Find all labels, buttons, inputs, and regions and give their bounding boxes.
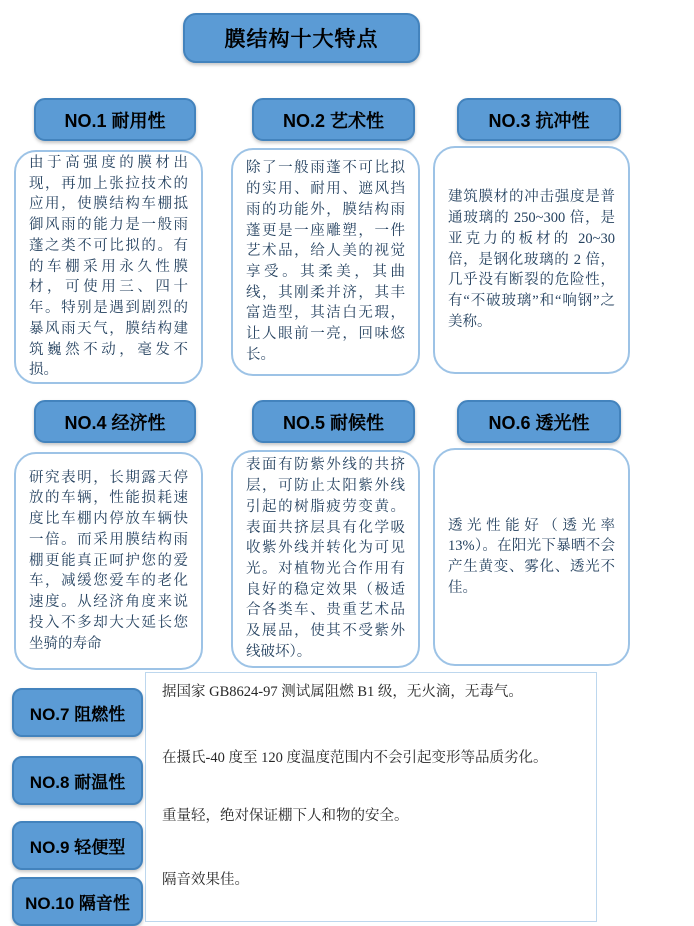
feature-header-4: NO.4 经济性 xyxy=(34,400,196,443)
list-label-7: NO.7 阻燃性 xyxy=(12,688,143,737)
list-label-10: NO.10 隔音性 xyxy=(12,877,143,926)
feature-header-3: NO.3 抗冲性 xyxy=(457,98,621,141)
feature-text-4: 研究表明，长期露天停放的车辆，性能损耗速度比车棚内停放车辆快一倍。而采用膜结构雨棚更能真正呵护您的爱车，减缓您爱车的老化速度。从经济角度来说投入不多却大大延长您坐骑的寿命 xyxy=(29,469,188,652)
feature-card-2 xyxy=(231,148,420,376)
feature-card-1 xyxy=(14,150,203,384)
page-title: 膜结构十大特点 xyxy=(183,13,420,63)
feature-text-3: 建筑膜材的冲击强度是普通玻璃的 250~300 倍，是亚克力的板材的 20~30 倍，是钢化玻璃的 2 倍，几乎没有断裂的危险性，有“不破玻璃”和“响钢”之美称。 xyxy=(448,189,615,330)
feature-card-6 xyxy=(433,448,630,666)
list-label-8: NO.8 耐温性 xyxy=(12,756,143,805)
feature-text-1: 由于高强度的膜材出现，再加上张拉技术的应用，使膜结构车棚抵御风雨的能力是一般雨蓬之类不可比拟的。有的车棚采用永久性膜材，可使用三、四十年。特别是遇到剧烈的暴风雨天气，膜结构建筑巍然不动，毫发不损。 xyxy=(29,154,188,379)
feature-text-5: 表面有防紫外线的共挤层，可防止太阳紫外线引起的树脂疲劳变黄。表面共挤层具有化学吸收紫外线并转化为可见光。对植物光合作用有良好的稳定效果（极适合各类车、贵重艺术品及展品，使其不受紫外线破坏）。 xyxy=(246,457,405,660)
feature-card-4 xyxy=(14,452,203,670)
feature-text-2: 除了一般雨蓬不可比拟的实用、耐用、遮风挡雨的功能外，膜结构雨蓬更是一座雕塑，一件艺术品，给人美的视觉享受。其柔美，其曲线，其刚柔并济，其丰富造型，其洁白无瑕，让人眼前一亮，回味悠长。 xyxy=(246,160,405,363)
list-text-10: 隔音效果佳。 xyxy=(162,872,249,888)
list-text-9: 重量轻，绝对保证棚下人和物的安全。 xyxy=(162,808,409,824)
feature-header-2: NO.2 艺术性 xyxy=(252,98,415,141)
feature-header-6: NO.6 透光性 xyxy=(457,400,621,443)
list-label-9: NO.9 轻便型 xyxy=(12,821,143,870)
feature-card-3 xyxy=(433,146,630,374)
feature-card-5 xyxy=(231,450,420,668)
feature-text-6: 透光性能好（透光率 13%）。在阳光下暴晒不会产生黄变、雾化、透光不佳。 xyxy=(448,517,615,596)
list-text-7: 据国家 GB8624-97 测试属阻燃 B1 级，无火滴，无毒气。 xyxy=(162,684,523,700)
feature-header-1: NO.1 耐用性 xyxy=(34,98,196,141)
list-text-8: 在摄氏-40 度至 120 度温度范围内不会引起变形等品质劣化。 xyxy=(162,750,548,766)
feature-header-5: NO.5 耐候性 xyxy=(252,400,415,443)
